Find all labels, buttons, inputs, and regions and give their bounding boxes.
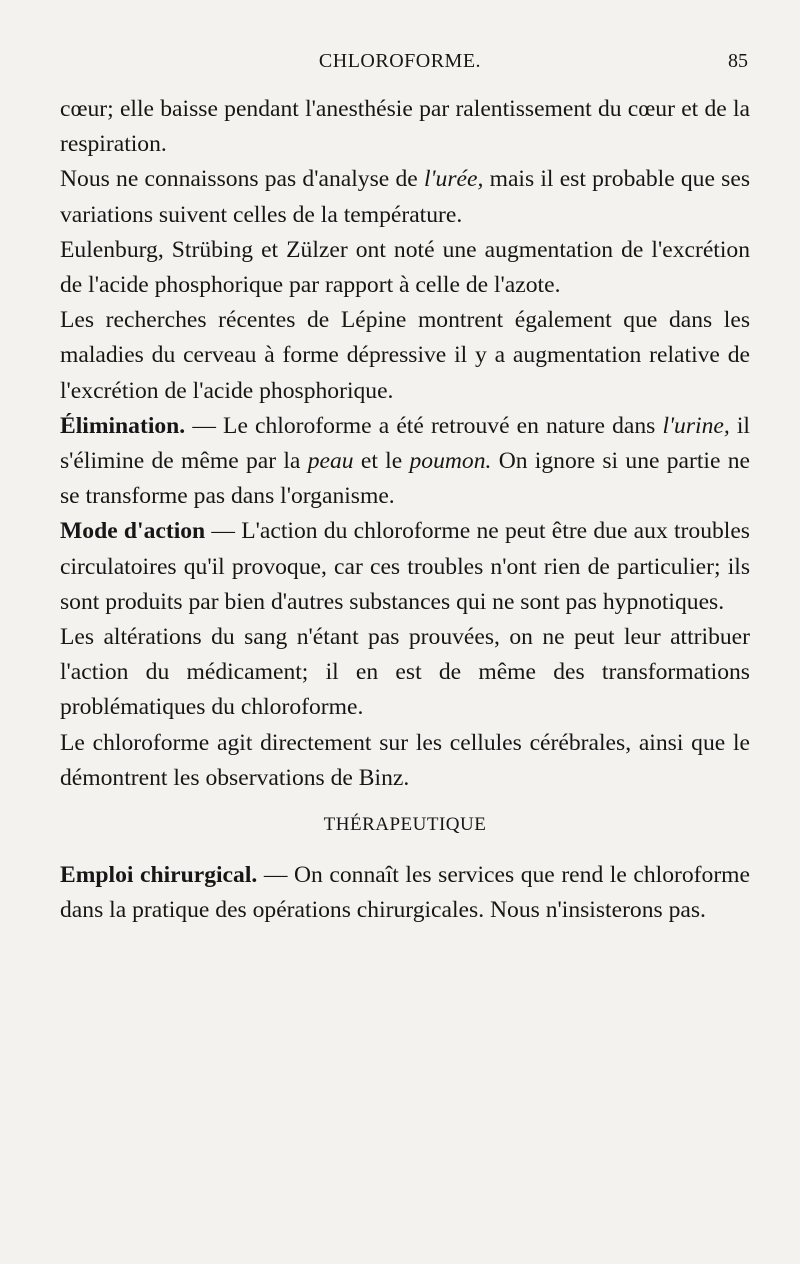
body-text — [60, 92, 750, 928]
running-head — [0, 50, 800, 76]
paragraph: Emploi chirurgical. — On connaît les services que rend le chloroforme dans la pratique des opérations chirurgicales. Nous n'insisterons pas. — [60, 862, 750, 924]
paragraph: Eulenburg, Strübing et Zülzer ont noté une augmentation de l'excrétion de l'acide phosphorique par rapport à celle de l'azote. — [60, 236, 750, 299]
paragraph: Les recherches récentes de Lépine montrent également que dans les maladies du cerveau à forme dépressive il y a augmentation relative de l'excrétion de l'acide phosphorique. — [60, 307, 750, 404]
page-number: 85 — [728, 50, 748, 72]
paragraph: Les altérations du sang n'étant pas prouvées, on ne peut leur attribuer l'action du médicament; il en est de même des transformations problématiques du chloroforme. — [60, 624, 750, 721]
paragraph: Nous ne connaissons pas d'analyse de l'urée, mais il est probable que ses variations suivent celles de la température. — [60, 166, 750, 228]
paragraph: cœur; elle baisse pendant l'anesthésie par ralentissement du cœur et de la respiration. — [60, 96, 750, 158]
running-title: CHLOROFORME. — [318, 50, 482, 72]
section-heading: THÉRAPEUTIQUE — [323, 814, 487, 836]
run-in-heading: Mode d'action — [60, 518, 206, 545]
run-in-heading: Emploi chirurgical. — [60, 862, 258, 889]
paragraph: Le chloroforme agit directement sur les cellules cérébrales, ainsi que le démontrent les observations de Binz. — [60, 729, 750, 791]
paragraph: Élimination. — Le chloroforme a été retrouvé en nature dans l'urine, il s'élimine de même par la peau et le poumon. On ignore si une partie ne se transforme pas dans l'organisme. — [60, 412, 751, 510]
run-in-heading: Élimination. — [60, 412, 186, 439]
paragraph: Mode d'action — L'action du chloroforme ne peut être due aux troubles circulatoires qu'il provoque, car ces troubles n'ont rien de particulier; ils sont produits par bien d'autres substances qui ne sont pas hypnotiques. — [60, 518, 750, 615]
